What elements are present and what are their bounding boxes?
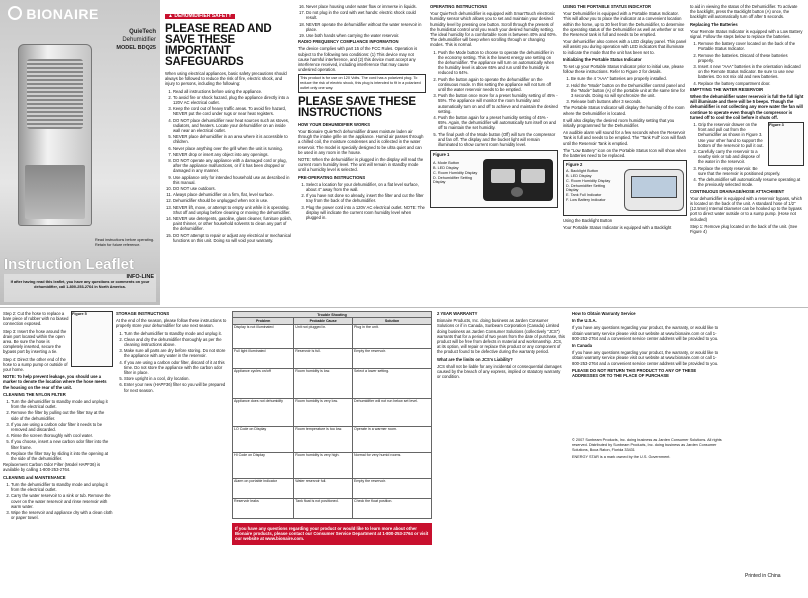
- list-item: 3. If you are using a carbon odor filter it needs to be removed and discarded.: [11, 422, 113, 432]
- how-text: Your Bionaire QuieTech dehumidifier draws moisture laden air through the intake grille on the appliance. Humid air passes through a chilled coil, the moisture condenses and is collected in the water reservoir. The model is specially designed to be ultra quiet and can be used in any room in the house.: [298, 129, 424, 155]
- figure-3: [768, 122, 804, 166]
- printed-in: Printed in China: [745, 573, 781, 579]
- legend-item: E. Tank Full Indicator: [566, 193, 602, 198]
- troubleshooting-table: [232, 311, 432, 519]
- legend-item: B. LED Display: [433, 166, 459, 171]
- canada-note: This product is for use on 120 Volts. The cord has a polarized plug. To reduce the risk of electric shock, this plug is intended to fit in a polarized outlet only one way.: [300, 76, 421, 91]
- table-cell: Tank float is not positioned.: [294, 498, 353, 518]
- list-item: 3. Make sure all parts are dry before storing. Do not store the appliance with any water in the reservoir.: [124, 348, 228, 358]
- operating-heading: OPERATING INSTRUCTIONS: [430, 4, 488, 9]
- list-item: 1. Push the Mode button to choose to operate the dehumidifier in the economy setting. This is the lowest energy use setting on the dehumidifier. The appliance will turn on automatically when the humidity level is above 65% and run until the humidity is reduced to 64%.: [438, 50, 558, 76]
- product-line: QuieTech: [129, 29, 156, 35]
- table-cell: Empty the reservoir.: [353, 478, 432, 498]
- table-cell: HI Code on Display: [233, 452, 294, 478]
- warranty-column: [437, 311, 565, 381]
- liability-text: JCS shall not be liable for any incidental or consequential damages caused by the breach of any express, implied or statutory warranty or condition.: [437, 363, 562, 380]
- table-cell: Operate in a warmer room.: [353, 426, 432, 452]
- table-cell: Appliance cycles on/off: [233, 368, 294, 398]
- radio-text: The device complies with part 15 of the FCC Rules. Operation is subject to the following two conditions: (1) This device may not cause harmful interference, and (2) this device must accept any interference received, including interference that may cause undesired operation.: [298, 46, 418, 73]
- list-item: 2. Clean and dry the dehumidifier thoroughly as per the cleaning instructions above.: [124, 337, 228, 347]
- portable-p1: Your Dehumidifier is equipped with a Portable Status Indicator. This will allow you to place the indicator at a convenient location within the home, up to 30 feet from the Dehumidifier, to determine the operating status of the Dehumidifier as well as whether or not the Reservoir tank is full and needs to be emptied.: [563, 11, 685, 38]
- canada-heading: In Canada: [572, 343, 593, 349]
- list-item: 18. NEVER operate the dehumidifier without the water reservoir in place.: [306, 22, 426, 32]
- table-row: [233, 478, 432, 498]
- warranty-text: Bionaire Products, Inc. doing business as Jarden Consumer Solutions or if in Canada, Sunbeam Corporation (Canada) Limited doing business as Jarden Consumer Solutions (collectively "JCS") warrants that for a period of two years from the date of purchase, this product will be free from defects in material and workmanship. JCS, at its option, will repair or replace this product or any component of the product found to be defective during the warranty period.: [437, 318, 566, 355]
- list-item: 15. DO NOT attempt to repair or adjust any electrical or mechanical functions on this unit. Doing so will void your warranty.: [173, 233, 293, 243]
- legend-item: D. Dehumidifier Setting Display: [566, 183, 606, 193]
- storage-column: [116, 311, 228, 394]
- safeguards-heading: PLEASE READ AND SAVE THESE IMPORTANT SAFEGUARDS: [165, 23, 272, 68]
- replacement-filter: Replacement Carbon Odor Filter (Model HAPF36) is available by calling 1-800-253-2764.: [3, 462, 101, 473]
- table-cell: Appliance does not dehumidify: [233, 398, 294, 426]
- table-cell: Check the float position.: [353, 498, 432, 518]
- care-list: [3, 482, 113, 520]
- info-line-text: If after having read this leaflet, you have any questions or comments on your dehumidifier, call 1-800-253-2764 in North America.: [10, 280, 150, 289]
- battery-list: [690, 41, 804, 86]
- portable-list: [563, 76, 687, 104]
- list-item: 3. Keep the cord out of heavy traffic areas. To avoid fire hazard, NEVER put the cord under rugs or near heat registers.: [173, 106, 293, 116]
- cover-title: Instruction Leaflet: [4, 256, 135, 273]
- list-item: 16. Never place housing under water flow or immerse in liquids.: [306, 4, 426, 9]
- safeguards-column: [165, 4, 293, 244]
- table-cell: Water reservoir full.: [294, 478, 353, 498]
- column-header: Problem: [233, 318, 294, 324]
- canada-text: If you have any questions regarding your product, the warranty, or would like to obtain warranty service please visit our website at www.bionaire.com or call 1-800-253-2764 and a convenient service center address will be provided to you.: [572, 350, 719, 366]
- right-p1: to aid in viewing the status of the Dehumidifier. To activate the backlight, press the Backlight button (A) once, the backlight will automatically turn off after 5 seconds.: [690, 4, 798, 20]
- table-cell: Normal for very humid rooms.: [353, 452, 432, 478]
- step-4: Step 4: Direct the other end of the hose to a sump pump or outside of your home.: [3, 356, 68, 373]
- radio-heading: RADIO FREQUENCY COMPLIANCE INFORMATION: [298, 39, 399, 45]
- instructions-column: [298, 4, 426, 221]
- table-cell: Room humidity is very low.: [294, 398, 353, 426]
- list-item: 2. To avoid fire or shock hazard, plug the appliance directly into a 120V AC electrical outlet.: [173, 95, 293, 105]
- list-item: 19. Use both hands when carrying the water reservoir.: [306, 33, 426, 38]
- portable-heading: USING THE PORTABLE STATUS INDICATOR: [563, 4, 652, 9]
- clean-list: [3, 399, 113, 461]
- table-cell: Room humidity is low.: [294, 368, 353, 398]
- usa-heading: In the U.S.A.: [572, 318, 597, 324]
- legend-item: C. Room Humidity Display: [566, 178, 611, 183]
- liability-heading: What are the limits on JCS's Liability?: [437, 356, 513, 362]
- figure-2-caption: Figure 2: [566, 162, 583, 168]
- list-item: 4. The dehumidifier will automatically resume operating at the previously selected mode.: [698, 177, 804, 187]
- list-item: 2. If you have not done so already, insert the filter and cut the filter tray from the back of the dehumidifier.: [306, 193, 426, 203]
- table-cell: Unit not plugged in.: [294, 324, 353, 348]
- table-row: [233, 498, 432, 518]
- emptying-text: When the dehumidifier water reservoir is full the full light will illuminate and there will be 5 beeps. Though the dehumidifier is not collecting any more water the fan will continue to operate even though the compressor is turned off to cool the coil before it shuts off.: [690, 94, 804, 120]
- list-item: 3. Wipe the reservoir and appliance dry with a clean cloth or paper towel.: [11, 510, 113, 520]
- step-2: Step 2: Cut the hose to replace a bare piece of rubber with no biased connection exposed.: [3, 311, 69, 327]
- list-item: 6. Replace the filter tray by sliding it into the opening at the side of the dehumidifier.: [11, 451, 113, 461]
- list-item: 1. Turn the dehumidifier to standby mode and unplug it.: [124, 331, 228, 336]
- troubleshooting-panel: [232, 311, 432, 545]
- safeguards-list: [165, 89, 293, 243]
- table-cell: Display is not illuminated: [233, 324, 294, 348]
- list-item: 4. Replace the battery compartment door.: [698, 81, 804, 86]
- info-line-box: [4, 274, 156, 302]
- energy-note: ENERGY STAR is a mark owned by the U.S. Government.: [572, 454, 671, 459]
- figure-2: [563, 160, 687, 216]
- legend-item: D. Dehumidifier Setting Display: [433, 175, 473, 185]
- dehumidifier-image: [18, 44, 92, 226]
- battery-heading: Replacing The Batteries: [690, 21, 738, 27]
- service-column: [572, 311, 722, 461]
- list-item: 14. NEVER use detergents, gasoline, glass cleaner, furniture polish, paint thinner, or other household solvents to clean any part of the dehumidifier.: [173, 216, 293, 232]
- list-item: 7. NEVER drop or insert any object into any openings.: [173, 152, 293, 157]
- troubleshooting-title: Trouble Shooting: [233, 312, 432, 318]
- table-row: [233, 324, 432, 348]
- service-heading: How to Obtain Warranty Service: [572, 311, 636, 316]
- legend-item: A. Mode Button: [433, 161, 460, 166]
- table-row: [233, 348, 432, 368]
- list-item: 4. Rinse the screen thoroughly with cool water.: [11, 433, 113, 438]
- list-item: 2. Carefully carry the reservoir to a nearby sink or tub and dispose of the water in the reservoir.: [698, 149, 804, 165]
- step-3: Step 3: Insert the hose around the drain port located within the open area. Be sure the hose is completely inserted, secure the bypass port by inserting a tie.: [3, 328, 67, 355]
- list-item: 3. Replace the empty reservoir. Be sure that the reservoir is positioned properly.: [698, 166, 804, 176]
- list-item: 1. Grip the reservoir drawer on the front and pull out from the Dehumidifier as shown in Figure 3. Use your other hand to support the bottom of the reservoir to pull it out.: [698, 122, 804, 148]
- storage-text: At the end of the season, please follow these instructions to properly store your dehumidifier for use next season.: [116, 318, 227, 329]
- drainage-step: Step 1: Remove plug located on the back of the unit. (See Figure 4): [690, 223, 798, 234]
- canada-note-box: [298, 74, 426, 92]
- list-item: 4. DO NOT place dehumidifier near heat sources such as stoves, radiators, and heaters. Locate your dehumidifier on an inside wall near an electrical outlet.: [173, 118, 293, 134]
- operating-column: [430, 4, 558, 208]
- usa-text: If you have any questions regarding your product, the warranty, or would like to obtain warranty service please visit our website at www.bionaire.com or call 1-800-253-2764 and a convenient service center address will be provided to you.: [572, 325, 719, 341]
- list-item: 13. NEVER lift, move, or attempt to empty unit while it is operating. Shut off and unplug before cleaning or moving the dehumidifier.: [173, 205, 293, 215]
- how-note: NOTE: When the dehumidifier is plugged in the display will read the current room humidity level. The unit will remain in standby mode until a humidity level is selected.: [298, 157, 424, 173]
- preop-list: [298, 182, 426, 220]
- figure-1: [430, 150, 558, 208]
- list-item: 8. DO NOT operate any appliance with a damaged cord or plug, after the appliance malfunctions, or if it has been dropped or damaged in any manner.: [173, 158, 293, 174]
- table-cell: Reservoir is full.: [294, 348, 353, 368]
- table-row: [233, 398, 432, 426]
- portable-p5: It will also display the desired room humidity setting that you initially programmed for the Dehumidifier.: [563, 117, 675, 129]
- emptying-heading: EMPTYING THE WATER RESERVOIR: [690, 86, 764, 92]
- figure-3-caption: Figure 3: [769, 123, 784, 128]
- list-item: 4. If you are using a carbon odor filter, discard of it at this time. Do not store the appliance with the carbon odor filter in place.: [124, 360, 228, 376]
- list-item: 1. Remove the battery cover located on the back of the Portable Status Indicator.: [698, 41, 804, 51]
- list-item: 2. Carry the water reservoir to a sink or tub. Remove the cover on the water reservoir and rinse reservoir with warm water.: [11, 493, 113, 509]
- bionaire-logo-icon: [8, 6, 22, 20]
- list-item: 5. If you choose, insert a new carbon odor filter into the filter frame.: [11, 439, 113, 449]
- storage-heading: STORAGE INSTRUCTIONS: [116, 311, 170, 316]
- figure-5: [71, 311, 113, 367]
- drainage-text: Your dehumidifier is equipped with a reservoir bypass, which is located on the back of the unit. A standard hose of 1/2" (12.5mm) Internal Diameter can be hooked up to the bypass port to direct water outside or to a sump pump. (Hose not included): [690, 195, 803, 222]
- backlight-heading: Using the Backlight Button: [563, 218, 613, 224]
- hose-note: NOTE: To help prevent leakage, you should use a marker to denote the location where the hose meets the housing on the rear of the unit.: [3, 374, 107, 390]
- warranty-heading: 2 YEAR WARRANTY: [437, 311, 478, 316]
- legend-item: A. Backlight Button: [566, 169, 599, 174]
- legend-item: B. LED Display: [566, 174, 592, 179]
- list-item: 10. DO NOT use outdoors.: [173, 186, 293, 191]
- instructions-heading: PLEASE SAVE THESE INSTRUCTIONS: [298, 95, 416, 119]
- brand-logo: BIONAIRE: [8, 6, 99, 22]
- list-item: 2. Hold the "Mode" button on the Dehumidifier control panel and the "Mode" button (A) of the portable unit at the same time for 3 seconds. Doing so will synchronize the unit.: [571, 83, 687, 99]
- list-item: 1. Read all instructions before using the appliance.: [173, 89, 293, 94]
- column-header: Solution: [353, 318, 432, 324]
- table-row: [233, 368, 432, 398]
- portable-indicator-illustration: [624, 169, 684, 211]
- portable-p4: The Portable Status Indicator will display the humidity of the room where the Dehumidifier is located.: [563, 105, 685, 116]
- list-item: 6. Enter your new (HAPF36) filter so you will be prepared for next season.: [124, 382, 228, 392]
- drainage-heading: CONTINUOUS DRAINAGE/HOSE ATTACHMENT: [690, 188, 785, 194]
- clean-heading: CLEANING THE NYLON FILTER: [3, 391, 66, 397]
- table-row: [233, 452, 432, 478]
- table-cell: Room humidity is very high.: [294, 452, 353, 478]
- table-cell: Dehumidifier will not run below set level.: [353, 398, 432, 426]
- table-cell: Full light illuminated: [233, 348, 294, 368]
- list-item: 3. Release both buttons after 3 seconds.: [571, 99, 687, 104]
- list-item: 1. Turn the dehumidifier to standby mode and unplug it from the electrical outlet.: [11, 482, 113, 492]
- list-item: 4. Push the button again for a preset humidity setting of 45% - 65%. Again, the dehumidifier will automatically turn itself on and off to maintain the set humidity.: [438, 115, 558, 131]
- column-header: Probable Cause: [294, 318, 353, 324]
- help-box: [232, 523, 432, 545]
- legend-item: C. Room Humidity Display: [433, 170, 478, 175]
- table-cell: Select a lower setting.: [353, 368, 432, 398]
- operating-intro: Your QuieTech dehumidifier is equipped with SmartTouch electronic humidity sensor which allows you to set and maintain your desired humidity level by pressing one button. Scroll through the presets of the humidistat control until you reach your desired humidity setting. The ideal humidity for a comfortable room is between 40% and 60%. The dehumidifier will beep when scrolling through or changing modes. This is normal.: [430, 11, 557, 48]
- how-heading: HOW YOUR DEHUMIDIFIER WORKS: [298, 121, 371, 127]
- preop-heading: PRE-OPERATING INSTRUCTIONS: [298, 174, 366, 180]
- list-item: 17. Do not plug in the cord with wet hands: electric shock could result.: [306, 10, 426, 20]
- table-cell: Empty the reservoir.: [353, 348, 432, 368]
- table-row: [233, 426, 432, 452]
- control-panel-illustration: [483, 159, 553, 201]
- list-item: 1. Be sure the 4 "AAA" batteries are properly installed.: [571, 76, 687, 81]
- portable-p6: An audible alarm will sound for a few seconds when the Reservoir Tank is full and needs to be emptied. The "Tank Full" icon will flash until the Reservoir Tank is emptied.: [563, 130, 687, 146]
- portable-subheading: Initializing the Portable Status Indicator: [563, 56, 642, 62]
- portable-p7: The "Low Battery" icon on the Portable Status Icon will show when the batteries need to be replaced.: [563, 147, 687, 159]
- list-item: 5. The final push of the Mode button (Off) will turn the compressor and fan off. The display and the bucket light will remain illuminated to show current room humidity level.: [438, 132, 558, 148]
- list-item: 11. Always place dehumidifier on a firm, flat, level surface.: [173, 192, 293, 197]
- legend-item: F. Low Battery Indicator: [566, 198, 606, 203]
- figure-1-caption: Figure 1: [433, 152, 450, 158]
- list-item: 12. Dehumidifier should be unplugged when not in use.: [173, 198, 293, 203]
- table-cell: Room temperature is too low.: [294, 426, 353, 452]
- table-cell: Reservoir leaks: [233, 498, 294, 518]
- care-heading: CLEANING and MAINTENANCE: [3, 474, 66, 480]
- backlight-text: Your Portable Status Indicator is equipped with a Backlight: [563, 225, 672, 231]
- safety-badge: ▲ DEHUMIDIFIER SAFETY: [165, 14, 235, 19]
- portable-p3: To set up your Portable Status Indicator prior to initial use, please follow these instructions. Refer to Figure 2 for details.: [563, 64, 684, 75]
- list-item: 6. Never place anything over the grill when the unit is running.: [173, 146, 293, 151]
- copyright: © 2007 Sunbeam Products, Inc. doing business as Jarden Consumer Solutions. All rights reserved. Distributed by Sunbeam Products, Inc. doing business as Jarden Consumer Solutions, Boca Raton, Florida 33431: [572, 438, 722, 452]
- cover-panel: [0, 0, 160, 305]
- fold-divider: [0, 307, 808, 308]
- bottom-left-column: [3, 311, 113, 521]
- operating-list: [430, 50, 558, 148]
- table-cell: Alarm on portable indicator: [233, 478, 294, 498]
- list-item: 2. Push the button again to operate the dehumidifier on the continuous mode. In this setting the appliance will not turn off until the water reservoir needs to be emptied.: [438, 77, 558, 93]
- product-type: Dehumidifier: [122, 37, 156, 43]
- help-box-text: If you have any questions regarding your product or would like to learn more about other Bionaire products, please contact our Consumer Service Department at 1-800-253-2764 or visit our website at www.bionaire.com.: [235, 525, 429, 542]
- info-line-title: INFO-LINE: [126, 274, 154, 280]
- list-item: 1. Turn the dehumidifier to standby mode and unplug it from the electrical outlet.: [11, 399, 113, 409]
- portable-column: [563, 4, 687, 233]
- safeguards-intro: When using electrical appliances, basic safety precautions should always be followed to reduce the risk of fire, electric shock, and injury to persons, including the following:: [165, 71, 287, 87]
- do-not-return: PLEASE DO NOT RETURN THIS PRODUCT TO ANY OF THESE ADDRESSES OR TO THE PLACE OF PURCHASE: [572, 367, 697, 379]
- portable-p2: Your dehumidifier also comes with a LED display panel. This panel will assist you during operation with LED indicators that illuminate to indicate the mode that the unit has been set to.: [563, 39, 687, 55]
- list-item: 5. Store upright in a cool, dry location.: [124, 376, 228, 381]
- right-column: [690, 4, 804, 236]
- cover-note: Read instructions before operating. Retain for future reference.: [95, 238, 155, 248]
- table-cell: Plug in the unit.: [353, 324, 432, 348]
- figure-5-caption: Figure 5: [72, 312, 87, 316]
- list-item: 3. Insert 4 new "AAA" batteries in the orientation indicated on the Remote Status Indicator. Be sure to use new batteries. Do not mix old and new batteries.: [698, 64, 804, 80]
- battery-text: Your Remote Status Indicator is equipped with a Low Battery signal. Follow the steps below to replace the batteries.: [690, 28, 803, 40]
- list-item: 2. Remove the filter by pulling out the filter tray at the side of the dehumidifier.: [11, 410, 113, 420]
- list-item: 2. Remove the batteries. Discard of these batteries properly.: [698, 53, 804, 63]
- safeguards-list-continued: [298, 4, 426, 38]
- list-item: 3. Plug the power cord into a 120V AC electrical outlet. NOTE: The display will indicate the current room humidity level when plugged in.: [306, 205, 426, 221]
- list-item: 9. Use appliance only for intended household use as described in this manual.: [173, 175, 293, 185]
- warning-icon: ▲: [168, 13, 173, 19]
- model-number: MODEL BDQ25: [116, 45, 156, 51]
- storage-list: [116, 331, 228, 393]
- list-item: 1. Select a location for your dehumidifier, on a flat level surface, about 4" away from the wall.: [306, 182, 426, 192]
- table-cell: LO Code on Display: [233, 426, 294, 452]
- list-item: 5. NEVER place dehumidifier in an area where it is accessible to children.: [173, 134, 293, 144]
- list-item: 3. Push the button once more for a preset humidity setting of 45% - 55%. The appliance will monitor the room humidity and automatically turn on and off to achieve and maintain the desired setting.: [438, 93, 558, 114]
